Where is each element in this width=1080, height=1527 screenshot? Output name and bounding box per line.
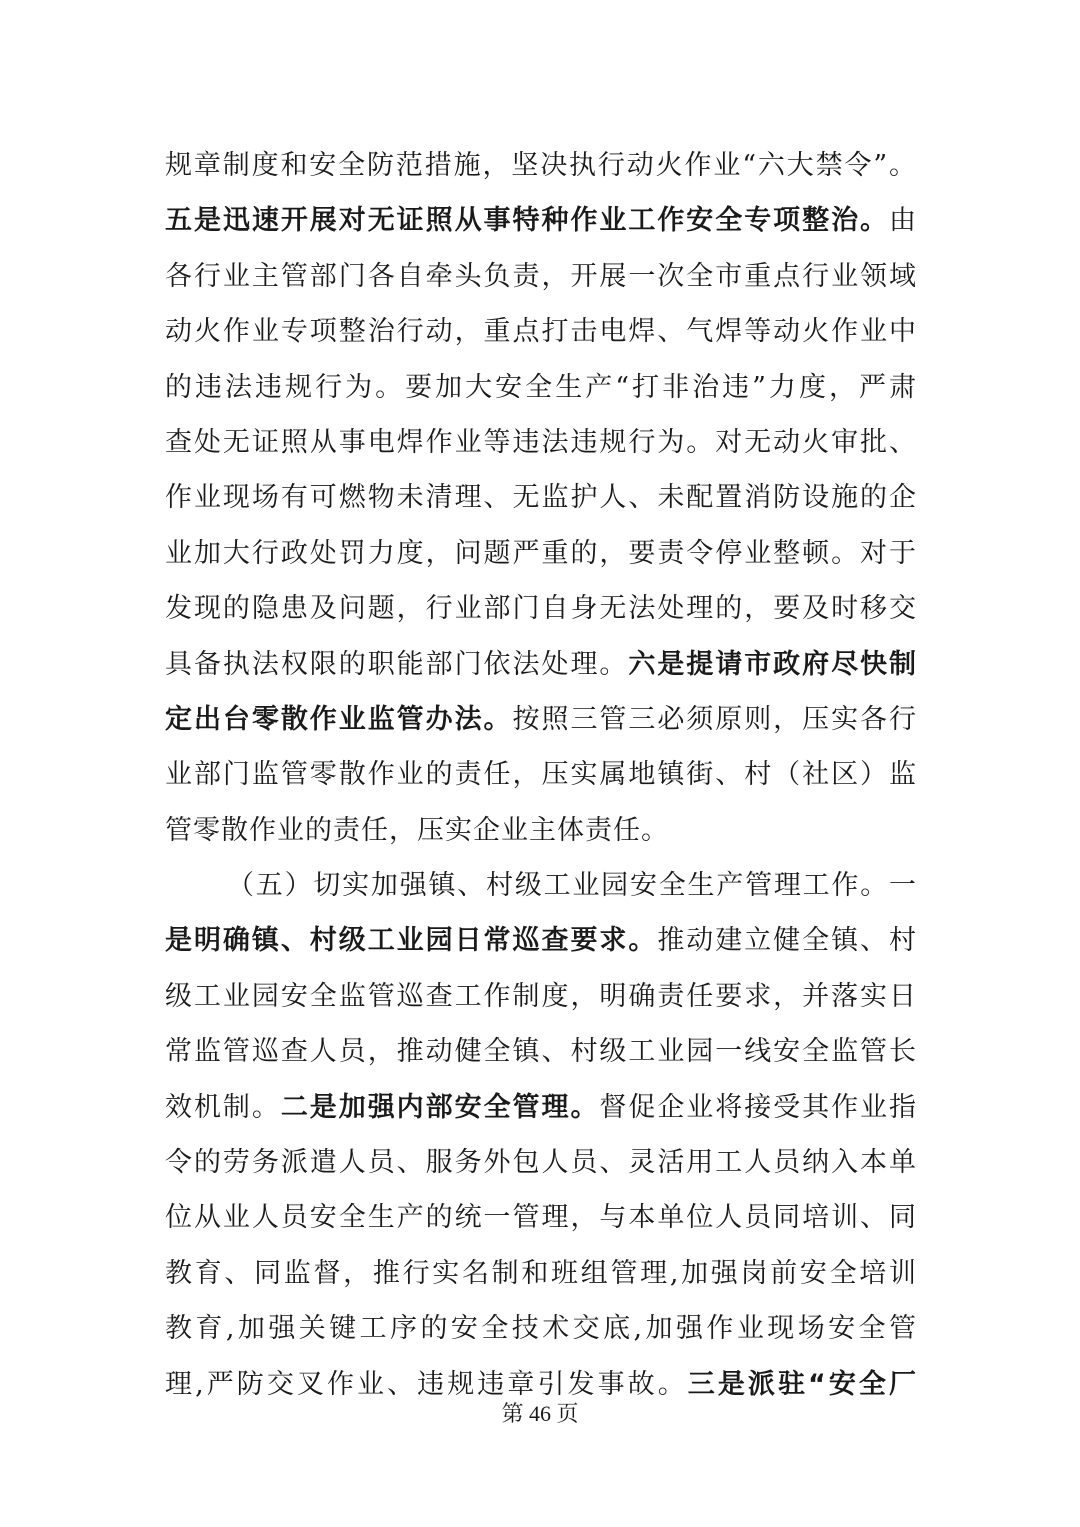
text-run: 常监管巡查人员，推动健全镇、村级工业园一线安全监管长 (165, 1036, 917, 1068)
text-run: 督促企业将接受其作业指 (599, 1091, 918, 1123)
text-run: 具备执法权限的职能部门依法处理。 (165, 648, 629, 680)
text-line (165, 415, 917, 470)
text-line (165, 1301, 917, 1356)
bold-heading-run: 定出台零散作业监管办法。 (165, 703, 513, 735)
text-run: 业加大行政处罚力度，问题严重的，要责令停业整顿。对于 (165, 537, 917, 569)
text-run: 查处无证照从事电焊作业等违法违规行为。对无动火审批、 (165, 426, 917, 458)
text-run: 业部门监管零散作业的责任，压实属地镇街、村（社区）监 (165, 759, 917, 791)
text-line (165, 1246, 917, 1301)
text-line (165, 526, 917, 581)
text-line (165, 803, 917, 858)
text-line (165, 360, 917, 415)
text-line (165, 1080, 917, 1135)
text-run: 效机制。 (165, 1091, 281, 1123)
section-heading: （五）切实加强镇、村级工业园安全生产管理工作。一 (227, 870, 917, 902)
text-line (165, 913, 917, 968)
text-line (165, 1190, 917, 1245)
body-text (165, 138, 917, 1412)
text-run: 的违法违规行为。要加大安全生产“打非治违”力度，严肃 (165, 371, 917, 403)
text-line (165, 249, 917, 304)
section-heading-line (165, 858, 917, 913)
text-run: 动火作业专项整治行动，重点打击电焊、气焊等动火作业中 (165, 316, 917, 348)
text-run: 发现的隐患及问题，行业部门自身无法处理的，要及时移交 (165, 593, 917, 625)
text-line (165, 470, 917, 525)
text-line (165, 138, 917, 193)
text-run: 位从业人员安全生产的统一管理，与本单位人员同培训、同 (165, 1202, 917, 1234)
text-run: 规章制度和安全防范措施，坚决执行动火作业“六大禁令”。 (165, 150, 917, 181)
text-line (165, 304, 917, 359)
text-line (165, 692, 917, 747)
bold-heading-run: 二是加强内部安全管理。 (280, 1091, 600, 1123)
bold-heading-run: 是明确镇、村级工业园日常巡查要求。 (165, 925, 658, 957)
text-run: 作业现场有可燃物未清理、无监护人、未配置消防设施的企 (165, 482, 917, 514)
text-run: 令的劳务派遣人员、服务外包人员、灵活用工人员纳入本单 (165, 1147, 917, 1179)
text-run: 级工业园安全监管巡查工作制度，明确责任要求，并落实日 (165, 980, 917, 1012)
bold-heading-run: 五是迅速开展对无证照从事特种作业工作安全专项整治。 (165, 205, 889, 237)
bold-heading-run: 六是提请市政府尽快制 (628, 648, 917, 680)
page-number: 第 46 页 (501, 1401, 579, 1426)
text-line (165, 193, 917, 248)
text-line (165, 1135, 917, 1190)
text-run: 由 (889, 205, 917, 237)
text-run: 各行业主管部门各自牵头负责，开展一次全市重点行业领域 (165, 260, 917, 292)
text-run: 理,严防交叉作业、违规违章引发事故。 (165, 1368, 688, 1400)
text-run: 教育、同监督，推行实名制和班组管理,加强岗前安全培训 (165, 1257, 917, 1289)
text-line (165, 637, 917, 692)
text-run: 教育,加强关键工序的安全技术交底,加强作业现场安全管 (165, 1313, 917, 1345)
bold-heading-run: 三是派驻“安全厂 (687, 1368, 917, 1400)
text-run: 按照三管三必须原则，压实各行 (512, 703, 918, 735)
text-line (165, 969, 917, 1024)
text-run: 推动建立健全镇、村 (657, 925, 918, 957)
text-run: 管零散作业的责任，压实企业主体责任。 (165, 814, 669, 846)
text-line (165, 581, 917, 636)
text-line (165, 747, 917, 802)
text-line (165, 1024, 917, 1079)
